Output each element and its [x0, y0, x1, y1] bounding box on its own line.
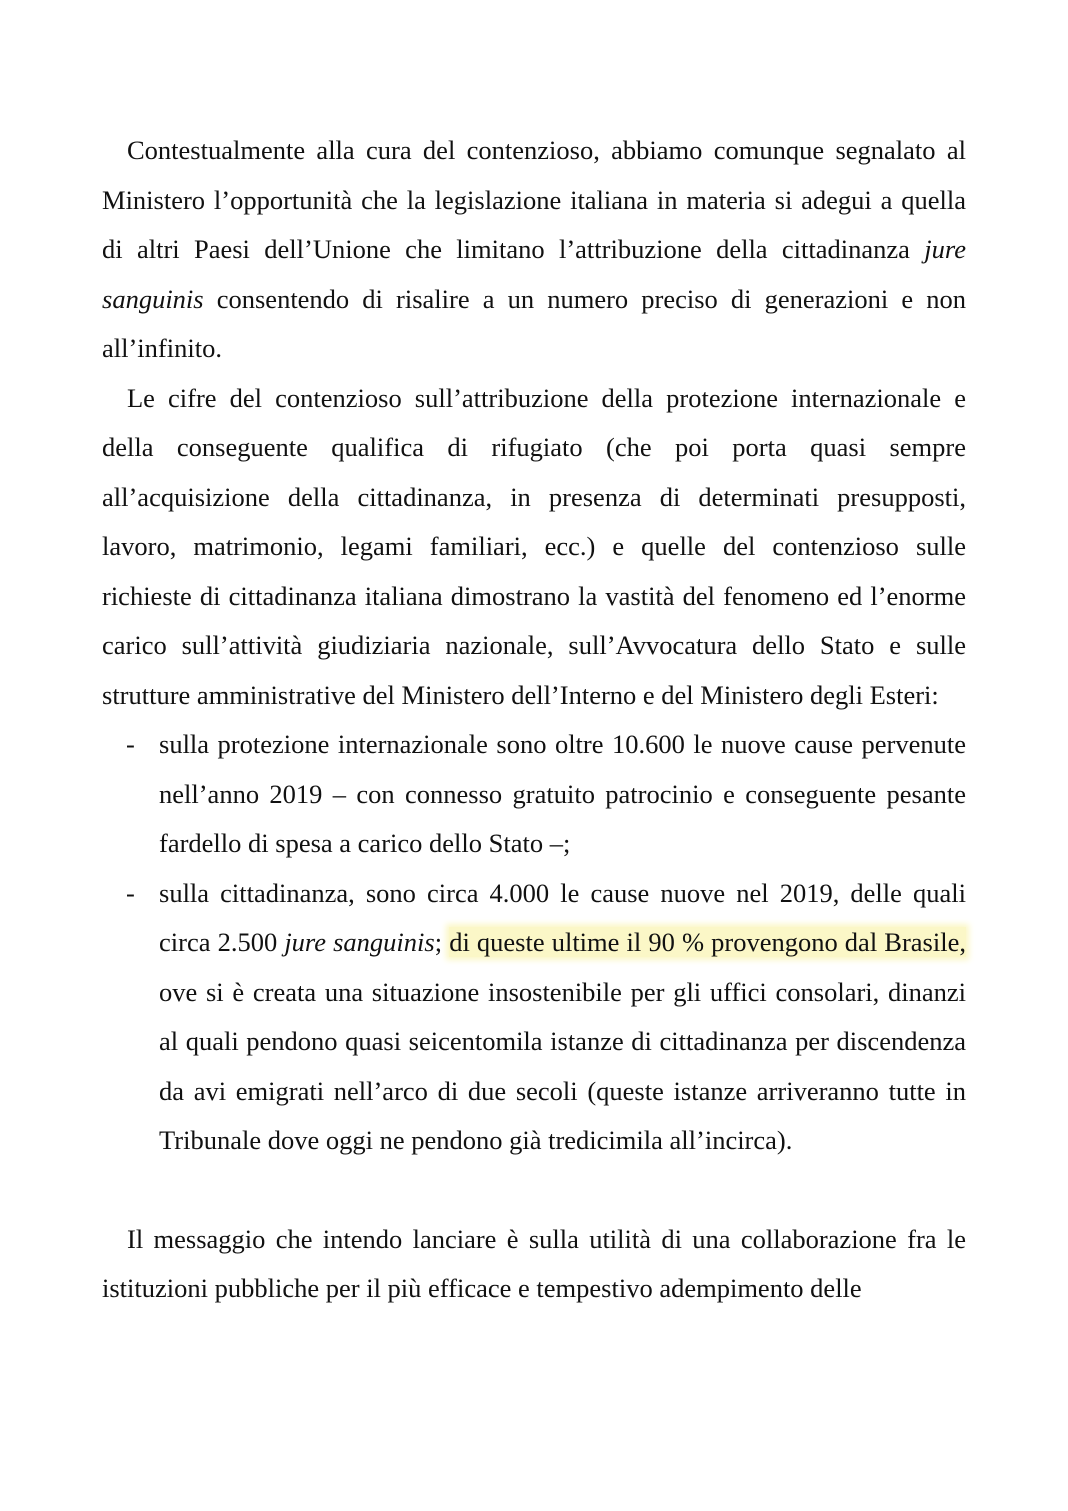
- italic-term: jure sanguinis: [284, 927, 435, 957]
- paragraph-2: Le cifre del contenzioso sull’attribuzione della protezione internazionale e della conseguente qualifica di rifugiato (che poi porta quasi sempre all’acquisizione della cittadinanza, in presenza di determinati presupposti, lavoro, matrimonio, legami familiari, ecc.) e quelle del contenzioso sulle richieste di cittadinanza italiana dimostrano la vastità del fenomeno ed l’enorme carico sull’attività giudiziaria nazionale, sull’Avvocatura dello Stato e sulle strutture amministrative del Ministero dell’Interno e del Ministero degli Esteri:: [102, 382, 966, 710]
- paragraph-1-tail: consentendo di risalire a un numero preciso di generazioni e non all’infinito.: [102, 283, 966, 363]
- italic-term: jure sanguinis: [102, 234, 966, 314]
- bullet-2-semicolon: ;: [434, 927, 450, 957]
- document-body: [102, 126, 966, 1314]
- paragraph-3: Il messaggio che intendo lanciare è sulla utilità di una collaborazione fra le istituzioni pubbliche per il più efficace e tempestivo adempimento delle: [102, 1223, 966, 1303]
- section-gap: [102, 1166, 966, 1215]
- bullet-item-2: [102, 869, 966, 1166]
- bullet-item-1: [102, 720, 966, 869]
- bullet-list: [102, 720, 966, 1166]
- paragraph-1-text: Contestualmente alla cura del contenzioso, abbiamo comunque segnalato al Ministero l’opportunità che la legislazione italiana in materia si adegui a quella di altri Paesi dell’Unione che limitano l’attribuzione della cittadinanza: [102, 135, 966, 264]
- paragraph-1: [102, 126, 966, 374]
- bullet-2-post: ove si è creata una situazione insostenibile per gli uffici consolari, dinanzi al quali pendono quasi seicentomila istanze di cittadinanza per discendenza da avi emigrati nell’arco di due secoli (queste istanze arriveranno tutte in Tribunale dove oggi ne pendono già tredicimila all’incirca).: [159, 976, 966, 1155]
- bullet-dash: -: [126, 729, 135, 759]
- bullet-dash: -: [126, 877, 135, 908]
- highlighted-text: di queste ultime il 90 % provengono dal Brasile,: [449, 927, 966, 957]
- bullet-2-pre: sulla cittadinanza, sono circa 4.000 le cause nuove nel 2019, delle quali circa 2.500: [159, 877, 966, 957]
- bullet-1-text: sulla protezione internazionale sono oltre 10.600 le nuove cause pervenute nell’anno 2019 – con connesso gratuito patrocinio e conseguente pesante fardello di spesa a carico dello Stato –;: [159, 729, 966, 858]
